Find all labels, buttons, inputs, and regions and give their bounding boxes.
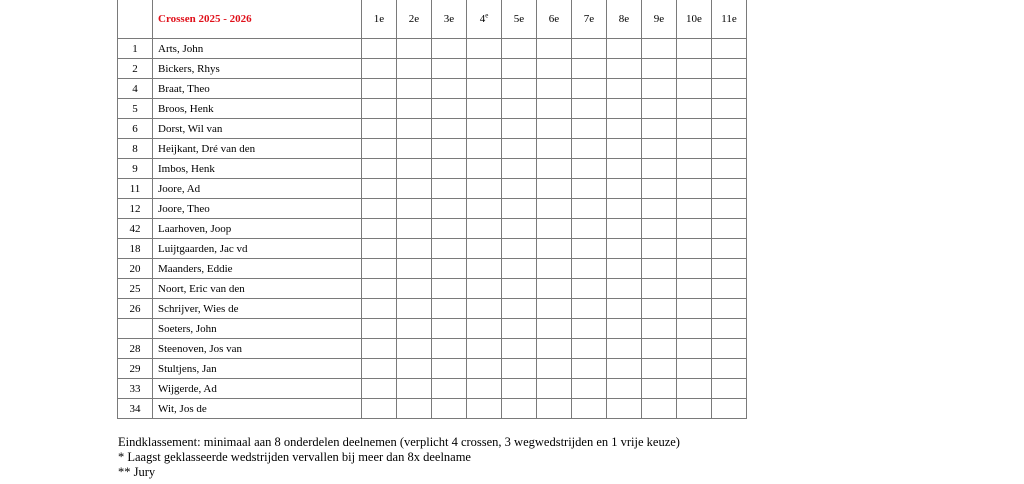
result-cell-round-4 (467, 279, 502, 299)
result-cell-round-7 (572, 299, 607, 319)
result-cell-round-10 (677, 219, 712, 239)
result-cell-round-4 (467, 59, 502, 79)
result-cell-round-1 (362, 59, 397, 79)
result-cell-round-7 (572, 159, 607, 179)
result-cell-round-1 (362, 299, 397, 319)
result-cell-round-4 (467, 379, 502, 399)
result-cell-round-4 (467, 119, 502, 139)
result-cell-round-4 (467, 139, 502, 159)
result-cell-round-11 (712, 319, 747, 339)
participant-number: 8 (118, 139, 153, 159)
result-cell-round-6 (537, 199, 572, 219)
result-cell-round-10 (677, 379, 712, 399)
result-cell-round-10 (677, 139, 712, 159)
result-cell-round-1 (362, 79, 397, 99)
result-cell-round-8 (607, 399, 642, 419)
result-cell-round-7 (572, 339, 607, 359)
result-cell-round-2 (397, 319, 432, 339)
result-cell-round-7 (572, 399, 607, 419)
result-cell-round-2 (397, 79, 432, 99)
result-cell-round-8 (607, 219, 642, 239)
result-cell-round-10 (677, 59, 712, 79)
participant-number: 29 (118, 359, 153, 379)
result-cell-round-11 (712, 79, 747, 99)
table-row (118, 279, 747, 299)
result-cell-round-11 (712, 399, 747, 419)
result-cell-round-3 (432, 399, 467, 419)
result-cell-round-10 (677, 319, 712, 339)
result-cell-round-5 (502, 59, 537, 79)
result-cell-round-3 (432, 299, 467, 319)
result-cell-round-1 (362, 219, 397, 239)
table-row (118, 79, 747, 99)
table-row (118, 319, 747, 339)
result-cell-round-9 (642, 319, 677, 339)
table-row (118, 359, 747, 379)
result-cell-round-1 (362, 239, 397, 259)
result-cell-round-2 (397, 199, 432, 219)
result-cell-round-1 (362, 359, 397, 379)
result-cell-round-7 (572, 219, 607, 239)
result-cell-round-9 (642, 199, 677, 219)
result-cell-round-3 (432, 159, 467, 179)
result-cell-round-11 (712, 139, 747, 159)
table-row (118, 39, 747, 59)
result-cell-round-4 (467, 399, 502, 419)
result-cell-round-1 (362, 199, 397, 219)
table-row (118, 219, 747, 239)
result-cell-round-2 (397, 299, 432, 319)
result-cell-round-10 (677, 199, 712, 219)
participant-number: 6 (118, 119, 153, 139)
result-cell-round-1 (362, 39, 397, 59)
result-cell-round-2 (397, 99, 432, 119)
result-cell-round-3 (432, 99, 467, 119)
result-cell-round-5 (502, 239, 537, 259)
result-cell-round-8 (607, 319, 642, 339)
result-cell-round-11 (712, 159, 747, 179)
result-cell-round-8 (607, 339, 642, 359)
result-cell-round-1 (362, 139, 397, 159)
result-cell-round-6 (537, 379, 572, 399)
header-round-4 (467, 0, 502, 39)
result-cell-round-6 (537, 359, 572, 379)
result-cell-round-11 (712, 59, 747, 79)
table-row (118, 339, 747, 359)
table-row (118, 59, 747, 79)
result-cell-round-7 (572, 259, 607, 279)
participant-name: Noort, Eric van den (153, 279, 362, 299)
result-cell-round-4 (467, 179, 502, 199)
result-cell-round-5 (502, 259, 537, 279)
participant-name: Dorst, Wil van (153, 119, 362, 139)
table-title: Crossen 2025 - 2026 (153, 0, 362, 39)
result-cell-round-8 (607, 299, 642, 319)
result-cell-round-9 (642, 59, 677, 79)
result-cell-round-6 (537, 139, 572, 159)
result-cell-round-6 (537, 179, 572, 199)
result-cell-round-2 (397, 219, 432, 239)
result-cell-round-2 (397, 259, 432, 279)
result-cell-round-6 (537, 219, 572, 239)
header-round-7: 7e (572, 0, 607, 39)
participant-name: Maanders, Eddie (153, 259, 362, 279)
header-round-6: 6e (537, 0, 572, 39)
result-cell-round-3 (432, 359, 467, 379)
header-round-1: 1e (362, 0, 397, 39)
result-cell-round-6 (537, 399, 572, 419)
result-cell-round-3 (432, 39, 467, 59)
result-cell-round-7 (572, 99, 607, 119)
result-cell-round-11 (712, 239, 747, 259)
result-cell-round-10 (677, 179, 712, 199)
participant-name: Soeters, John (153, 319, 362, 339)
result-cell-round-4 (467, 359, 502, 379)
result-cell-round-1 (362, 99, 397, 119)
participant-name: Braat, Theo (153, 79, 362, 99)
header-round-2: 2e (397, 0, 432, 39)
participant-name: Arts, John (153, 39, 362, 59)
result-cell-round-6 (537, 79, 572, 99)
result-cell-round-3 (432, 279, 467, 299)
result-cell-round-8 (607, 239, 642, 259)
result-cell-round-10 (677, 339, 712, 359)
lowest-results-note: * Laagst geklasseerde wedstrijden vervallen bij meer dan 8x deelname (118, 450, 471, 464)
result-cell-round-11 (712, 379, 747, 399)
result-cell-round-8 (607, 159, 642, 179)
participant-name: Joore, Ad (153, 179, 362, 199)
result-cell-round-3 (432, 119, 467, 139)
result-cell-round-10 (677, 119, 712, 139)
result-cell-round-7 (572, 39, 607, 59)
jury-note: ** Jury (118, 465, 156, 479)
result-cell-round-11 (712, 259, 747, 279)
result-cell-round-10 (677, 299, 712, 319)
result-cell-round-4 (467, 299, 502, 319)
standings-table-container (117, 0, 747, 419)
result-cell-round-6 (537, 39, 572, 59)
result-cell-round-1 (362, 259, 397, 279)
result-cell-round-8 (607, 119, 642, 139)
result-cell-round-9 (642, 119, 677, 139)
table-row (118, 299, 747, 319)
result-cell-round-4 (467, 99, 502, 119)
result-cell-round-10 (677, 399, 712, 419)
result-cell-round-8 (607, 79, 642, 99)
result-cell-round-9 (642, 379, 677, 399)
result-cell-round-8 (607, 139, 642, 159)
result-cell-round-9 (642, 159, 677, 179)
result-cell-round-6 (537, 339, 572, 359)
result-cell-round-4 (467, 199, 502, 219)
result-cell-round-2 (397, 59, 432, 79)
participant-number: 18 (118, 239, 153, 259)
result-cell-round-9 (642, 139, 677, 159)
result-cell-round-9 (642, 359, 677, 379)
result-cell-round-5 (502, 379, 537, 399)
result-cell-round-6 (537, 99, 572, 119)
participant-number: 2 (118, 59, 153, 79)
result-cell-round-4 (467, 219, 502, 239)
result-cell-round-5 (502, 359, 537, 379)
result-cell-round-8 (607, 99, 642, 119)
result-cell-round-7 (572, 239, 607, 259)
result-cell-round-7 (572, 179, 607, 199)
result-cell-round-3 (432, 139, 467, 159)
participant-name: Wijgerde, Ad (153, 379, 362, 399)
result-cell-round-9 (642, 339, 677, 359)
result-cell-round-6 (537, 159, 572, 179)
result-cell-round-4 (467, 339, 502, 359)
participant-name: Stultjens, Jan (153, 359, 362, 379)
result-cell-round-9 (642, 79, 677, 99)
table-row (118, 399, 747, 419)
result-cell-round-11 (712, 119, 747, 139)
table-row (118, 139, 747, 159)
result-cell-round-5 (502, 39, 537, 59)
result-cell-round-9 (642, 179, 677, 199)
header-round-5: 5e (502, 0, 537, 39)
participant-name: Steenoven, Jos van (153, 339, 362, 359)
result-cell-round-5 (502, 219, 537, 239)
result-cell-round-6 (537, 239, 572, 259)
result-cell-round-5 (502, 319, 537, 339)
result-cell-round-7 (572, 359, 607, 379)
participant-number: 42 (118, 219, 153, 239)
result-cell-round-10 (677, 79, 712, 99)
result-cell-round-5 (502, 119, 537, 139)
result-cell-round-4 (467, 239, 502, 259)
result-cell-round-9 (642, 399, 677, 419)
result-cell-round-5 (502, 159, 537, 179)
result-cell-round-11 (712, 299, 747, 319)
result-cell-round-5 (502, 79, 537, 99)
participant-name: Heijkant, Dré van den (153, 139, 362, 159)
result-cell-round-1 (362, 319, 397, 339)
result-cell-round-1 (362, 399, 397, 419)
table-row (118, 379, 747, 399)
result-cell-round-5 (502, 299, 537, 319)
result-cell-round-3 (432, 79, 467, 99)
participant-number: 1 (118, 39, 153, 59)
table-row (118, 119, 747, 139)
result-cell-round-11 (712, 39, 747, 59)
result-cell-round-5 (502, 99, 537, 119)
result-cell-round-5 (502, 399, 537, 419)
result-cell-round-3 (432, 339, 467, 359)
participant-number (118, 319, 153, 339)
result-cell-round-3 (432, 219, 467, 239)
table-row (118, 159, 747, 179)
participant-number: 26 (118, 299, 153, 319)
result-cell-round-6 (537, 119, 572, 139)
participant-name: Laarhoven, Joop (153, 219, 362, 239)
result-cell-round-11 (712, 179, 747, 199)
result-cell-round-7 (572, 279, 607, 299)
participant-number: 4 (118, 79, 153, 99)
result-cell-round-10 (677, 39, 712, 59)
result-cell-round-4 (467, 259, 502, 279)
result-cell-round-8 (607, 259, 642, 279)
result-cell-round-9 (642, 299, 677, 319)
result-cell-round-1 (362, 379, 397, 399)
participant-number: 9 (118, 159, 153, 179)
result-cell-round-5 (502, 139, 537, 159)
participant-name: Luijtgaarden, Jac vd (153, 239, 362, 259)
result-cell-round-3 (432, 59, 467, 79)
result-cell-round-5 (502, 339, 537, 359)
result-cell-round-3 (432, 379, 467, 399)
participant-name: Joore, Theo (153, 199, 362, 219)
table-row (118, 99, 747, 119)
participant-number: 12 (118, 199, 153, 219)
result-cell-round-3 (432, 259, 467, 279)
result-cell-round-7 (572, 199, 607, 219)
result-cell-round-7 (572, 139, 607, 159)
result-cell-round-7 (572, 319, 607, 339)
result-cell-round-3 (432, 179, 467, 199)
participant-number: 20 (118, 259, 153, 279)
result-cell-round-8 (607, 179, 642, 199)
footnotes (118, 435, 680, 480)
result-cell-round-2 (397, 139, 432, 159)
participant-number: 34 (118, 399, 153, 419)
standings-table (117, 0, 747, 419)
header-number-cell (118, 0, 153, 39)
result-cell-round-9 (642, 219, 677, 239)
result-cell-round-10 (677, 99, 712, 119)
result-cell-round-6 (537, 319, 572, 339)
result-cell-round-9 (642, 279, 677, 299)
result-cell-round-1 (362, 179, 397, 199)
participant-number: 11 (118, 179, 153, 199)
result-cell-round-7 (572, 79, 607, 99)
table-row (118, 179, 747, 199)
participant-name: Schrijver, Wies de (153, 299, 362, 319)
result-cell-round-1 (362, 339, 397, 359)
result-cell-round-2 (397, 279, 432, 299)
result-cell-round-7 (572, 59, 607, 79)
header-round-8: 8e (607, 0, 642, 39)
result-cell-round-6 (537, 299, 572, 319)
standings-table-body (118, 0, 747, 419)
participant-number: 5 (118, 99, 153, 119)
result-cell-round-9 (642, 99, 677, 119)
table-row (118, 239, 747, 259)
result-cell-round-4 (467, 39, 502, 59)
result-cell-round-10 (677, 359, 712, 379)
result-cell-round-8 (607, 39, 642, 59)
result-cell-round-11 (712, 339, 747, 359)
participant-number: 33 (118, 379, 153, 399)
result-cell-round-8 (607, 359, 642, 379)
result-cell-round-5 (502, 179, 537, 199)
participant-number: 25 (118, 279, 153, 299)
participant-name: Bickers, Rhys (153, 59, 362, 79)
header-round-10: 10e (677, 0, 712, 39)
header-round-4-label: 4e (479, 11, 489, 25)
result-cell-round-7 (572, 119, 607, 139)
result-cell-round-5 (502, 279, 537, 299)
result-cell-round-11 (712, 279, 747, 299)
participant-name: Wit, Jos de (153, 399, 362, 419)
result-cell-round-5 (502, 199, 537, 219)
result-cell-round-3 (432, 319, 467, 339)
result-cell-round-2 (397, 119, 432, 139)
result-cell-round-3 (432, 239, 467, 259)
result-cell-round-6 (537, 59, 572, 79)
result-cell-round-8 (607, 379, 642, 399)
header-round-9: 9e (642, 0, 677, 39)
header-round-11: 11e (712, 0, 747, 39)
participant-name: Imbos, Henk (153, 159, 362, 179)
result-cell-round-1 (362, 279, 397, 299)
result-cell-round-8 (607, 59, 642, 79)
result-cell-round-2 (397, 359, 432, 379)
result-cell-round-11 (712, 199, 747, 219)
result-cell-round-9 (642, 259, 677, 279)
result-cell-round-3 (432, 199, 467, 219)
result-cell-round-8 (607, 279, 642, 299)
result-cell-round-4 (467, 79, 502, 99)
result-cell-round-11 (712, 219, 747, 239)
result-cell-round-4 (467, 159, 502, 179)
table-row (118, 259, 747, 279)
result-cell-round-8 (607, 199, 642, 219)
header-round-3: 3e (432, 0, 467, 39)
result-cell-round-2 (397, 39, 432, 59)
result-cell-round-10 (677, 279, 712, 299)
result-cell-round-11 (712, 99, 747, 119)
result-cell-round-7 (572, 379, 607, 399)
header-row (118, 0, 747, 39)
result-cell-round-2 (397, 159, 432, 179)
result-cell-round-11 (712, 359, 747, 379)
result-cell-round-2 (397, 379, 432, 399)
table-row (118, 199, 747, 219)
participant-number: 28 (118, 339, 153, 359)
result-cell-round-9 (642, 39, 677, 59)
result-cell-round-1 (362, 159, 397, 179)
ordinal-suffix: e (485, 11, 489, 20)
result-cell-round-10 (677, 259, 712, 279)
result-cell-round-2 (397, 399, 432, 419)
final-ranking-note: Eindklassement: minimaal aan 8 onderdelen deelnemen (verplicht 4 crossen, 3 wegwedstrijden en 1 vrije keuze) (118, 435, 680, 449)
result-cell-round-10 (677, 239, 712, 259)
result-cell-round-6 (537, 279, 572, 299)
participant-name: Broos, Henk (153, 99, 362, 119)
result-cell-round-9 (642, 239, 677, 259)
result-cell-round-6 (537, 259, 572, 279)
result-cell-round-1 (362, 119, 397, 139)
result-cell-round-2 (397, 239, 432, 259)
result-cell-round-4 (467, 319, 502, 339)
result-cell-round-10 (677, 159, 712, 179)
result-cell-round-2 (397, 339, 432, 359)
result-cell-round-2 (397, 179, 432, 199)
